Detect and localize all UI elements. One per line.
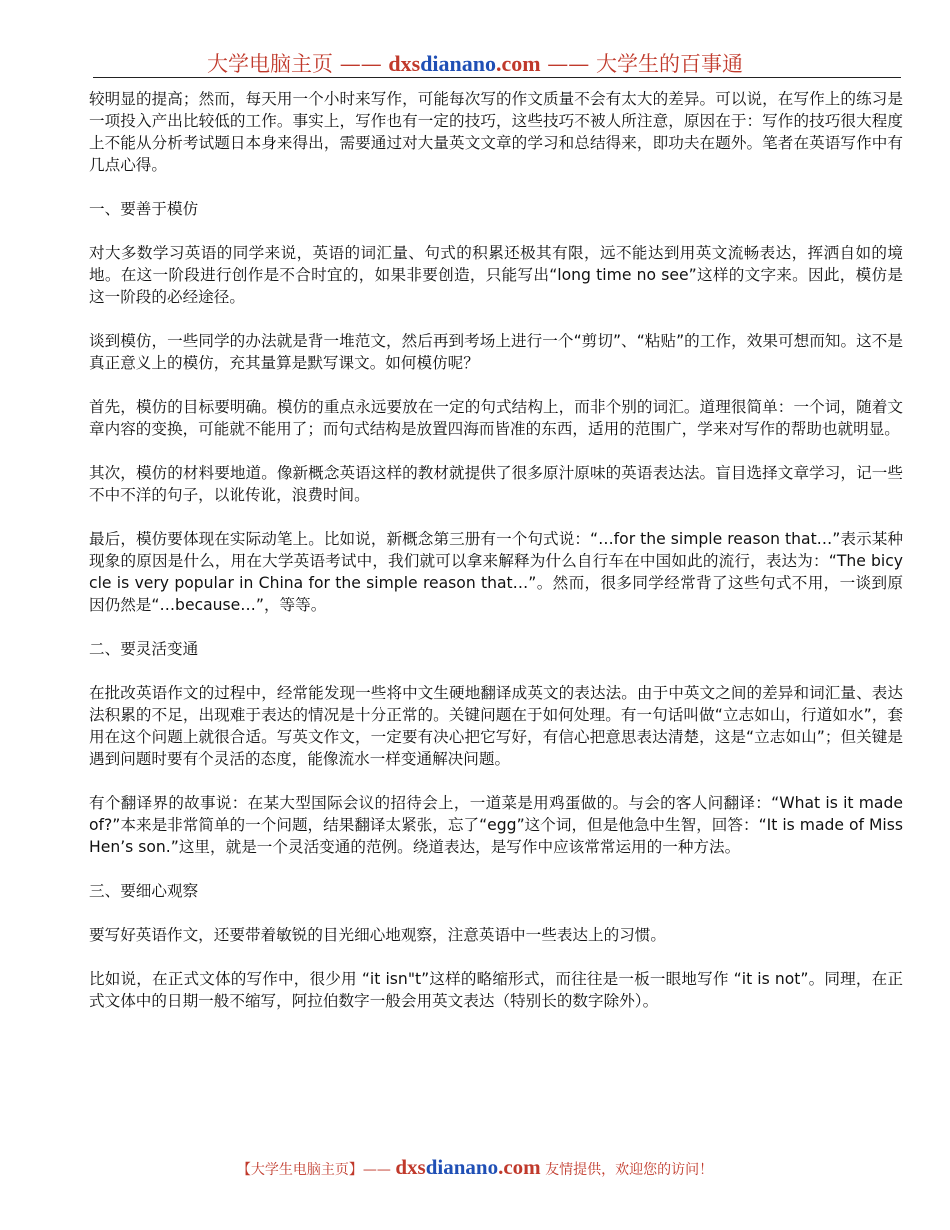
page-footer xyxy=(0,1153,950,1184)
section-heading: 三、要细心观察 xyxy=(89,882,199,900)
section-heading: 一、要善于模仿 xyxy=(89,200,199,218)
footer-domain-link[interactable] xyxy=(395,1155,540,1179)
header-divider xyxy=(93,77,901,78)
header-domain-link[interactable] xyxy=(388,51,540,76)
footer-domain-suffix: .com xyxy=(498,1155,541,1179)
page-header xyxy=(0,50,950,78)
paragraph: 比如说，在正式文体的写作中，很少用 “it isn"t”这样的略缩形式，而往往是一板一眼地写作 “it is not”。同理，在正式文体中的日期一般不缩写，阿拉伯数字一般会用英文表达（特别长的数字除外）。 xyxy=(89,970,903,1010)
header-site-name: 大学电脑主页 xyxy=(207,52,334,76)
header-separator-right: —— xyxy=(540,52,596,76)
paragraph: 谈到模仿，一些同学的办法就是背一堆范文，然后再到考场上进行一个“剪切”、“粘贴”的工作，效果可想而知。这不是真正意义上的模仿，充其量算是默写课文。如何模仿呢？ xyxy=(89,332,903,372)
paragraph: 要写好英语作文，还要带着敏锐的目光细心地观察，注意英语中一些表达上的习惯。 xyxy=(89,926,666,944)
paragraph: 首先，模仿的目标要明确。模仿的重点永远要放在一定的句式结构上，而非个别的词汇。道理很简单：一个词，随着文章内容的变换，可能就不能用了；而句式结构是放置四海而皆准的东西，适用的范围广，学来对写作的帮助也就明显。 xyxy=(89,398,903,438)
paragraph: 较明显的提高；然而，每天用一个小时来写作，可能每次写的作文质量不会有太大的差异。可以说，在写作上的练习是一项投入产出比较低的工作。事实上，写作也有一定的技巧，这些技巧不被人所注意，原因在于：写作的技巧很大程度上不能从分析考试题日本身来得出，需要通过对大量英文文章的学习和总结得来，即功夫在题外。笔者在英语写作中有几点心得。 xyxy=(89,90,903,174)
footer-site-name: 【大学生电脑主页】 xyxy=(236,1162,363,1178)
article-body xyxy=(89,88,903,1034)
header-domain-suffix: .com xyxy=(496,51,541,76)
footer-message: 友情提供，欢迎您的访问！ xyxy=(540,1162,714,1178)
header-separator-left: —— xyxy=(333,52,389,76)
header-domain-highlight: dianano xyxy=(420,51,497,76)
header-tagline: 大学生的百事通 xyxy=(595,52,743,76)
section-heading: 二、要灵活变通 xyxy=(89,640,199,658)
paragraph: 其次，模仿的材料要地道。像新概念英语这样的教材就提供了很多原汁原味的英语表达法。盲目选择文章学习，记一些不中不洋的句子，以讹传讹，浪费时间。 xyxy=(89,464,903,504)
paragraph: 在批改英语作文的过程中，经常能发现一些将中文生硬地翻译成英文的表达法。由于中英文之间的差异和词汇量、表达法积累的不足，出现难于表达的情况是十分正常的。关键问题在于如何处理。有一句话叫做“立志如山，行道如水”，套用在这个问题上就很合适。写英文作文，一定要有决心把它写好，有信心把意思表达清楚，这是“立志如山”；但关键是遇到问题时要有个灵活的态度，能像流水一样变通解决问题。 xyxy=(89,684,903,768)
paragraph: 有个翻译界的故事说：在某大型国际会议的招待会上，一道菜是用鸡蛋做的。与会的客人问翻译：“What is it made of?”本来是非常简单的一个问题，结果翻译太紧张，忘了“egg”这个词，但是他急中生智，回答：“It is made of Miss Hen’s son.”这里，就是一个灵活变通的范例。绕道表达，是写作中应该常常运用的一种方法。 xyxy=(89,794,903,856)
footer-domain-highlight: dianano xyxy=(425,1155,499,1179)
footer-domain-prefix: dxs xyxy=(395,1155,426,1179)
paragraph: 最后，模仿要体现在实际动笔上。比如说，新概念第三册有一个句式说：“…for the simple reason that…”表示某种现象的原因是什么，用在大学英语考试中，我们就可以拿来解释为什么自行车在中国如此的流行，表达为：“The bicycle is very popular in China for the simple reason that…”。然而，很多同学经常背了这些句式不用，一谈到原因仍然是“…because…”，等等。 xyxy=(89,530,903,614)
paragraph: 对大多数学习英语的同学来说，英语的词汇量、句式的积累还极其有限，远不能达到用英文流畅表达，挥洒自如的境地。在这一阶段进行创作是不合时宜的，如果非要创造，只能写出“long time no see”这样的文字来。因此，模仿是这一阶段的必经途径。 xyxy=(89,244,903,306)
header-domain-prefix: dxs xyxy=(388,51,421,76)
footer-separator: —— xyxy=(362,1162,396,1178)
